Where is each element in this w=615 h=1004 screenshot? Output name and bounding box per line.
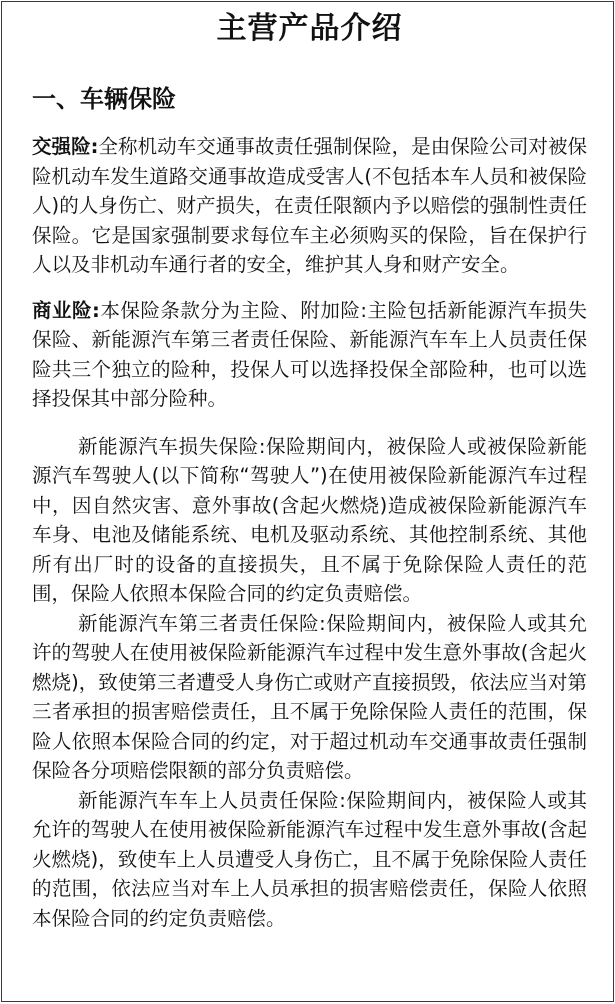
paragraph-commercial-insurance [32,296,587,414]
paragraph-passenger-insurance: 新能源汽车车上人员责任保险:保险期间内，被保险人或其允许的驾驶人在使用被保险新能源汽车过程中发生意外事故(含起火燃烧)，致使车上人员遭受人身伤亡，且不属于免除保险人责任的范围，依法应当对车上人员承担的损害赔偿责任，保险人依照本保险合同的约定负责赔偿。 [32,788,587,930]
term-compulsory-insurance: 交强险: [32,135,99,158]
page-title: 主营产品介绍 [216,11,403,46]
section-heading: 一、车辆保险 [32,85,176,113]
term-commercial-insurance: 商业险: [32,298,100,322]
paragraph-third-party-insurance: 新能源汽车第三者责任保险:保险期间内，被保险人或其允许的驾驶人在使用被保险新能源汽车过程中发生意外事故(含起火燃烧)，致使第三者遭受人身伤亡或财产直接损毁，依法应当对第三者承担的损害赔偿责任，且不属于免除保险人责任的范围，保险人依照本保险合同的约定，对于超过机动车交通事故责任强制保险各分项赔偿限额的部分负责赔偿。 [32,611,587,782]
paragraph-text: 本保险条款分为主险、附加险:主险包括新能源汽车损失保险、新能源汽车第三者责任保险、新能源汽车车上人员责任保险共三个独立的险种，投保人可以选择投保全部险种，也可以选择投保其中部分险种。 [32,298,587,410]
paragraph-text: 全称机动车交通事故责任强制保险，是由保险公司对被保险机动车发生道路交通事故造成受害人(不包括本车人员和被保险人)的人身伤亡、财产损失，在责任限额内予以赔偿的强制性责任保险。它是国家强制要求每位车主必须购买的保险，旨在保护行人以及非机动车通行者的安全，维护其人身和财产安全。 [32,135,587,276]
paragraph-vehicle-loss-insurance: 新能源汽车损失保险:保险期间内，被保险人或被保险新能源汽车驾驶人(以下简称“驾驶人”)在使用被保险新能源汽车过程中，因自然灾害、意外事故(含起火燃烧)造成被保险新能源汽车车身、电池及储能系统、电机及驱动系统、其他控制系统、其他所有出厂时的设备的直接损失，且不属于免除保险人责任的范围，保险人依照本保险合同的约定负责赔偿。 [32,434,587,605]
paragraph-compulsory-insurance [32,132,587,280]
document-page [1,1,614,1002]
